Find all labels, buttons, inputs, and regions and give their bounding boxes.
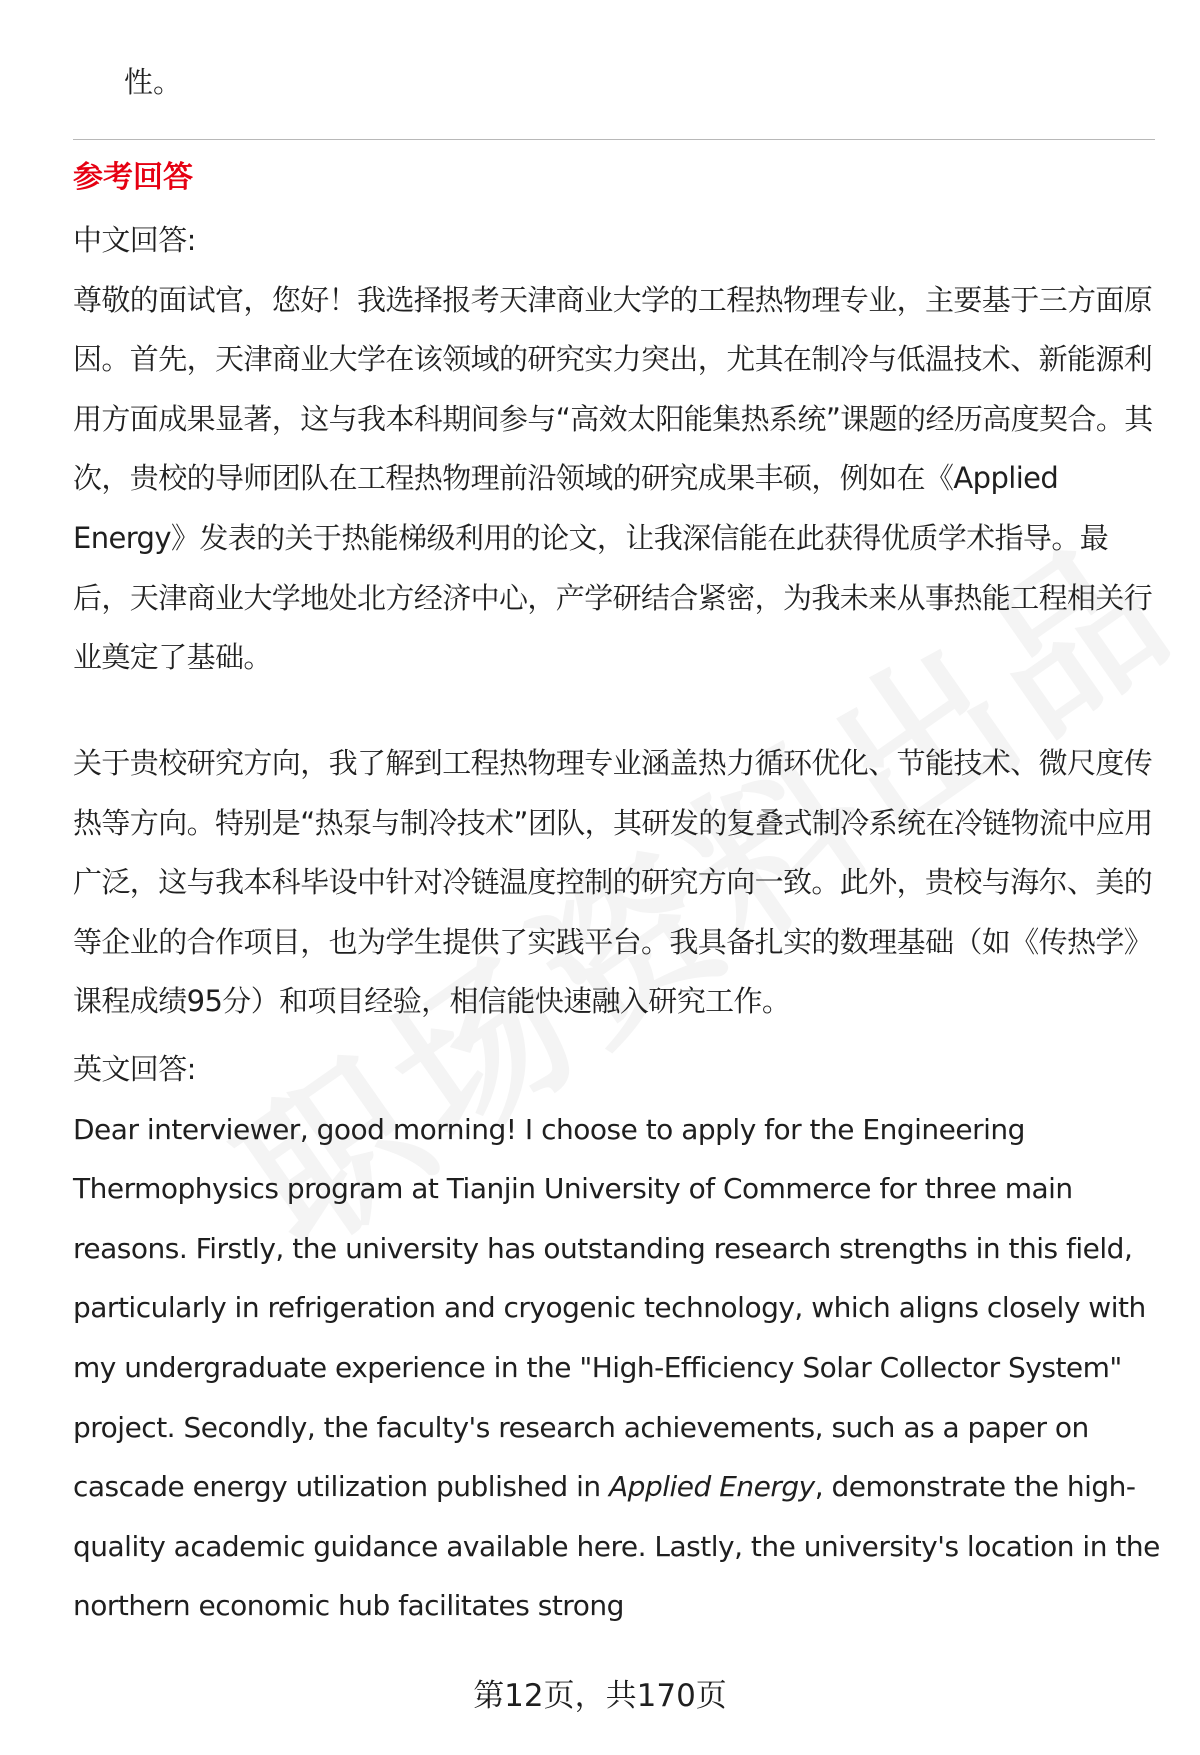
chinese-answer-block-2 — [73, 734, 1163, 1032]
chinese-answer-block — [73, 211, 1163, 688]
journal-title: Applied Energy — [609, 1470, 815, 1504]
english-paragraph-text-end: , demonstrate the high-quality academic guidance available here. Lastly, the university's location in the northern economic hub facilitates strong — [73, 1470, 1160, 1623]
english-paragraph-text-start: Dear interviewer, good morning! I choose to apply for the Engineering Thermophysics program at Tianjin University of Commerce for three main reasons. Firstly, the university has outstanding research strengths in this field, particularly in refrigeration and cryogenic technology, which aligns closely with my undergraduate experience in the "High-Efficiency Solar Collector System" project. Secondly, the faculty's research achievements, such as a paper on cascade energy utilization published in — [73, 1112, 1146, 1504]
section-heading: 参考回答 — [73, 160, 193, 195]
section-divider — [73, 139, 1155, 140]
english-answer-label: 英文回答: — [73, 1052, 196, 1086]
chinese-answer-paragraph-2: 关于贵校研究方向，我了解到工程热物理专业涵盖热力循环优化、节能技术、微尺度传热等方向。特别是“热泵与制冷技术”团队，其研发的复叠式制冷系统在冷链物流中应用广泛，这与我本科毕设中针对冷链温度控制的研究方向一致。此外，贵校与海尔、美的等企业的合作项目，也为学生提供了实践平台。我具备扎实的数理基础（如《传热学》课程成绩95分）和项目经验，相信能快速融入研究工作。 — [73, 746, 1153, 1019]
chinese-answer-label: 中文回答: — [73, 223, 196, 257]
chinese-answer-paragraph-1: 尊敬的面试官，您好！我选择报考天津商业大学的工程热物理专业，主要基于三方面原因。首先，天津商业大学在该领域的研究实力突出，尤其在制冷与低温技术、新能源利用方面成果显著，这与我本科期间参与“高效太阳能集热系统”课题的经历高度契合。其次，贵校的导师团队在工程热物理前沿领域的研究成果丰硕，例如在《Applied Energy》发表的关于热能梯级利用的论文，让我深信能在此获得优质学术指导。最后，天津商业大学地处北方经济中心，产学研结合紧密，为我未来从事热能工程相关行业奠定了基础。 — [73, 282, 1153, 675]
english-answer-paragraph-1 — [73, 1113, 1160, 1623]
page-number-footer: 第12页，共170页 — [473, 1678, 727, 1714]
english-answer-block — [73, 1040, 1163, 1636]
continuation-text: 性。 — [124, 65, 183, 99]
